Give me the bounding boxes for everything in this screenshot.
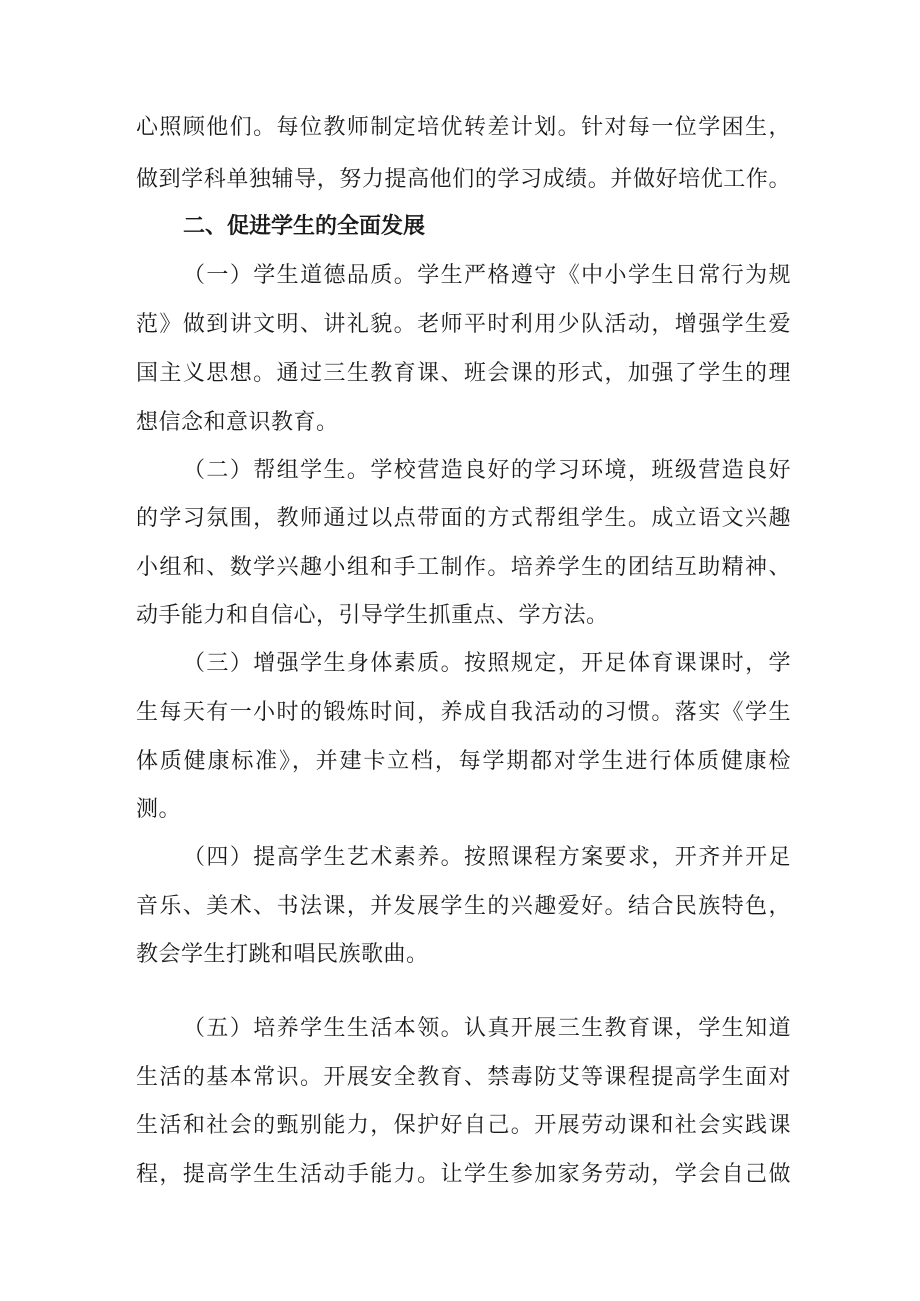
paragraph-line: 动手能力和自信心，引导学生抓重点、学方法。: [136, 603, 609, 628]
paragraph-line: 国主义思想。通过三生教育课、班会课的形式，加强了学生的理: [136, 361, 791, 386]
paragraph-line: 想信念和意识教育。: [136, 410, 339, 435]
paragraph-line: 的学习氛围，教师通过以点带面的方式帮组学生。成立语文兴趣: [136, 506, 791, 531]
paragraph-line: 音乐、美术、书法课，并发展学生的兴趣爱好。结合民族特色，: [136, 894, 791, 919]
paragraph-line: （一）学生道德品质。学生严格遵守《中小学生日常行为规: [183, 263, 791, 288]
paragraph-line: （四）提高学生艺术素养。按照课程方案要求，开齐并开足: [183, 845, 791, 870]
paragraph-line: 生活的基本常识。开展安全教育、禁毒防艾等课程提高学生面对: [136, 1065, 791, 1090]
paragraph-line: 测。: [136, 797, 182, 822]
continuation-line: 心照顾他们。每位教师制定培优转差计划。针对每一位学困生，: [136, 115, 791, 140]
paragraph-line: （二）帮组学生。学校营造良好的学习环境，班级营造良好: [183, 458, 791, 483]
continuation-line: 做到学科单独辅导，努力提高他们的学习成绩。并做好培优工作。: [136, 167, 791, 192]
section-heading: 二、促进学生的全面发展: [183, 214, 426, 239]
paragraph-line: 教会学生打跳和唱民族歌曲。: [136, 942, 429, 967]
paragraph-line: 体质健康标准》，并建卡立档，每学期都对学生进行体质健康检: [136, 749, 791, 774]
paragraph-line: 程，提高学生生活动手能力。让学生参加家务劳动，学会自己做: [136, 1162, 791, 1187]
paragraph-line: 小组和、数学兴趣小组和手工制作。培养学生的团结互助精神、: [136, 555, 791, 580]
paragraph-line: （三）增强学生身体素质。按照规定，开足体育课课时，学: [183, 651, 791, 676]
paragraph-line: 生活和社会的甄别能力，保护好自己。开展劳动课和社会实践课: [136, 1113, 791, 1138]
paragraph-line: 生每天有一小时的锻炼时间，养成自我活动的习惯。落实《学生: [136, 700, 791, 725]
paragraph-line: 范》做到讲文明、讲礼貌。老师平时利用少队活动，增强学生爱: [136, 312, 791, 337]
paragraph-line: （五）培养学生生活本领。认真开展三生教育课，学生知道: [183, 1016, 791, 1041]
